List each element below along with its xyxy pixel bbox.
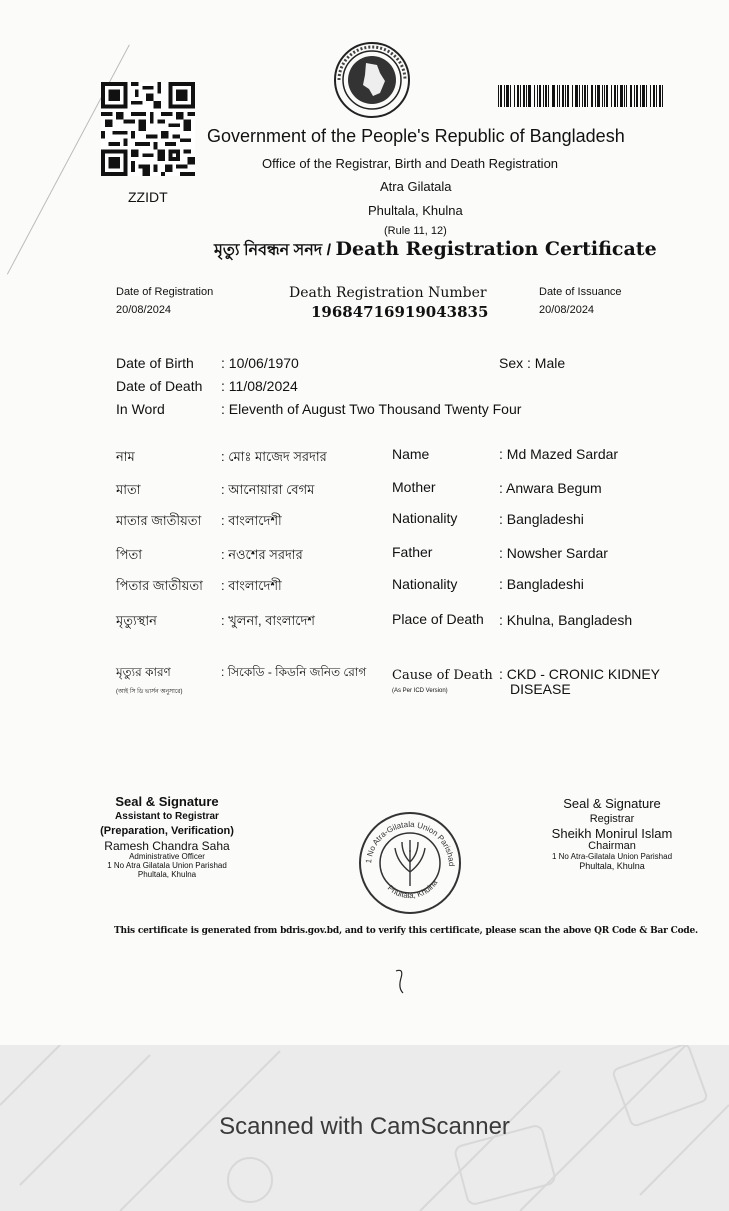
cause-en-value-line2: DISEASE <box>510 681 571 697</box>
right-signature-designation: Chairman <box>588 840 636 852</box>
detail-en-value: : Bangladeshi <box>499 511 584 527</box>
detail-bn-label: মাতা <box>116 482 141 497</box>
cause-bn-sub: (আই সি ডি ভার্সন অনুসারে) <box>116 689 183 695</box>
certificate-title-bn: মৃত্যু নিবন্ধন সনদ / <box>214 242 332 259</box>
detail-en-label: Place of Death <box>392 611 484 627</box>
sex-value: Sex : Male <box>499 355 566 371</box>
detail-en-label: Name <box>392 446 430 462</box>
detail-bn-label: পিতার জাতীয়তা <box>116 578 203 593</box>
certificate-title-en: Death Registration Certificate <box>335 238 657 260</box>
detail-bn-label: পিতা <box>116 547 143 562</box>
certificate-title <box>214 237 657 264</box>
registration-number: 19684716919043835 <box>311 303 489 321</box>
date-of-issuance-label: Date of Issuance <box>539 286 622 298</box>
scanner-watermark: Scanned with CamScanner <box>219 1113 510 1140</box>
detail-bn-value: : বাংলাদেশী <box>221 578 282 593</box>
detail-en-value: : Nowsher Sardar <box>499 545 608 561</box>
date-of-birth-value: : 10/06/1970 <box>221 355 299 371</box>
date-of-death-label: Date of Death <box>116 378 203 394</box>
detail-en-label: Mother <box>392 479 436 495</box>
detail-en-label: Nationality <box>392 510 458 526</box>
detail-en-label: Nationality <box>392 576 458 592</box>
date-of-registration-value: 20/08/2024 <box>116 304 172 316</box>
cause-en-label: Cause of Death <box>392 668 493 683</box>
left-signature-duty: (Preparation, Verification) <box>100 825 234 837</box>
qr-code[interactable] <box>101 82 195 176</box>
left-signature-heading: Seal & Signature <box>115 794 219 809</box>
right-signature-place: Phultala, Khulna <box>579 861 645 871</box>
detail-bn-value: : বাংলাদেশী <box>221 513 282 528</box>
detail-bn-value: : খুলনা, বাংলাদেশ <box>221 613 316 628</box>
left-signature-name: Ramesh Chandra Saha <box>104 839 230 853</box>
detail-en-value: : Md Mazed Sardar <box>499 446 619 462</box>
svg-text:Phultala, Khulna <box>386 878 440 900</box>
detail-bn-value: : আনোয়ারা বেগম <box>221 482 315 497</box>
government-emblem-icon <box>333 41 411 119</box>
detail-bn-label: মাতার জাতীয়তা <box>116 513 202 528</box>
date-of-birth-label: Date of Birth <box>116 355 194 371</box>
date-of-death-value: : 11/08/2024 <box>221 378 298 394</box>
left-signature-place: Phultala, Khulna <box>137 870 197 879</box>
detail-en-value: : Anwara Begum <box>499 480 602 496</box>
left-signature-designation: Administrative Officer <box>129 852 205 861</box>
cause-en-value-line1: : CKD - CRONIC KIDNEY <box>499 666 661 682</box>
right-signature-role: Registrar <box>589 813 635 825</box>
left-signature-office: 1 No Atra Gilatala Union Parishad <box>107 861 227 870</box>
government-title: Government of the People's Republic of Bangladesh <box>207 126 625 146</box>
registration-number-label: Death Registration Number <box>289 285 487 301</box>
detail-en-value: : Khulna, Bangladesh <box>499 612 633 628</box>
handwritten-mark <box>392 966 412 996</box>
cause-en-sub: (As Per ICD Version) <box>392 688 448 694</box>
cause-bn-value: : সিকেডি - কিডনি জনিত রোগ <box>221 665 367 679</box>
right-signature-block <box>527 797 697 871</box>
in-word-label: In Word <box>116 401 165 417</box>
rule-text: (Rule 11, 12) <box>384 225 447 237</box>
detail-bn-label: মৃত্যুস্থান <box>116 613 157 628</box>
right-signature-name: Sheikh Monirul Islam <box>551 826 673 841</box>
detail-en-label: Father <box>392 544 433 560</box>
left-signature-role: Assistant to Registrar <box>115 811 219 822</box>
left-signature-block <box>96 795 238 879</box>
barcode[interactable] <box>498 85 666 107</box>
upazila-name: Phultala, Khulna <box>368 203 463 218</box>
date-of-registration-label: Date of Registration <box>116 286 214 298</box>
cause-bn-label: মৃত্যুর কারণ <box>116 665 171 679</box>
seal-top-text: 1 No Atra-Gilatala Union Parishad <box>364 819 457 867</box>
detail-bn-value: : নওশের সরদার <box>221 547 303 562</box>
right-signature-office: 1 No Atra-Gilatala Union Parishad <box>551 852 673 861</box>
detail-bn-label: নাম <box>116 449 135 464</box>
office-title: Office of the Registrar, Birth and Death Registration <box>262 156 559 171</box>
in-word-value: : Eleventh of August Two Thousand Twenty Four <box>221 401 522 417</box>
detail-en-value: : Bangladeshi <box>499 576 584 592</box>
seal-bottom-text: Phultala, Khulna <box>385 878 440 901</box>
date-of-issuance-value: 20/08/2024 <box>539 304 595 316</box>
union-name: Atra Gilatala <box>380 179 452 194</box>
detail-bn-value: : মোঃ মাজেদ সরদার <box>221 449 327 464</box>
verification-note: This certificate is generated from bdris.gov.bd, and to verify this certificate, please scan the above QR Code & Bar Code. <box>114 926 698 936</box>
right-signature-heading: Seal & Signature <box>563 796 661 811</box>
qr-caption: ZZIDT <box>128 189 168 205</box>
union-parishad-seal-icon <box>357 810 463 916</box>
